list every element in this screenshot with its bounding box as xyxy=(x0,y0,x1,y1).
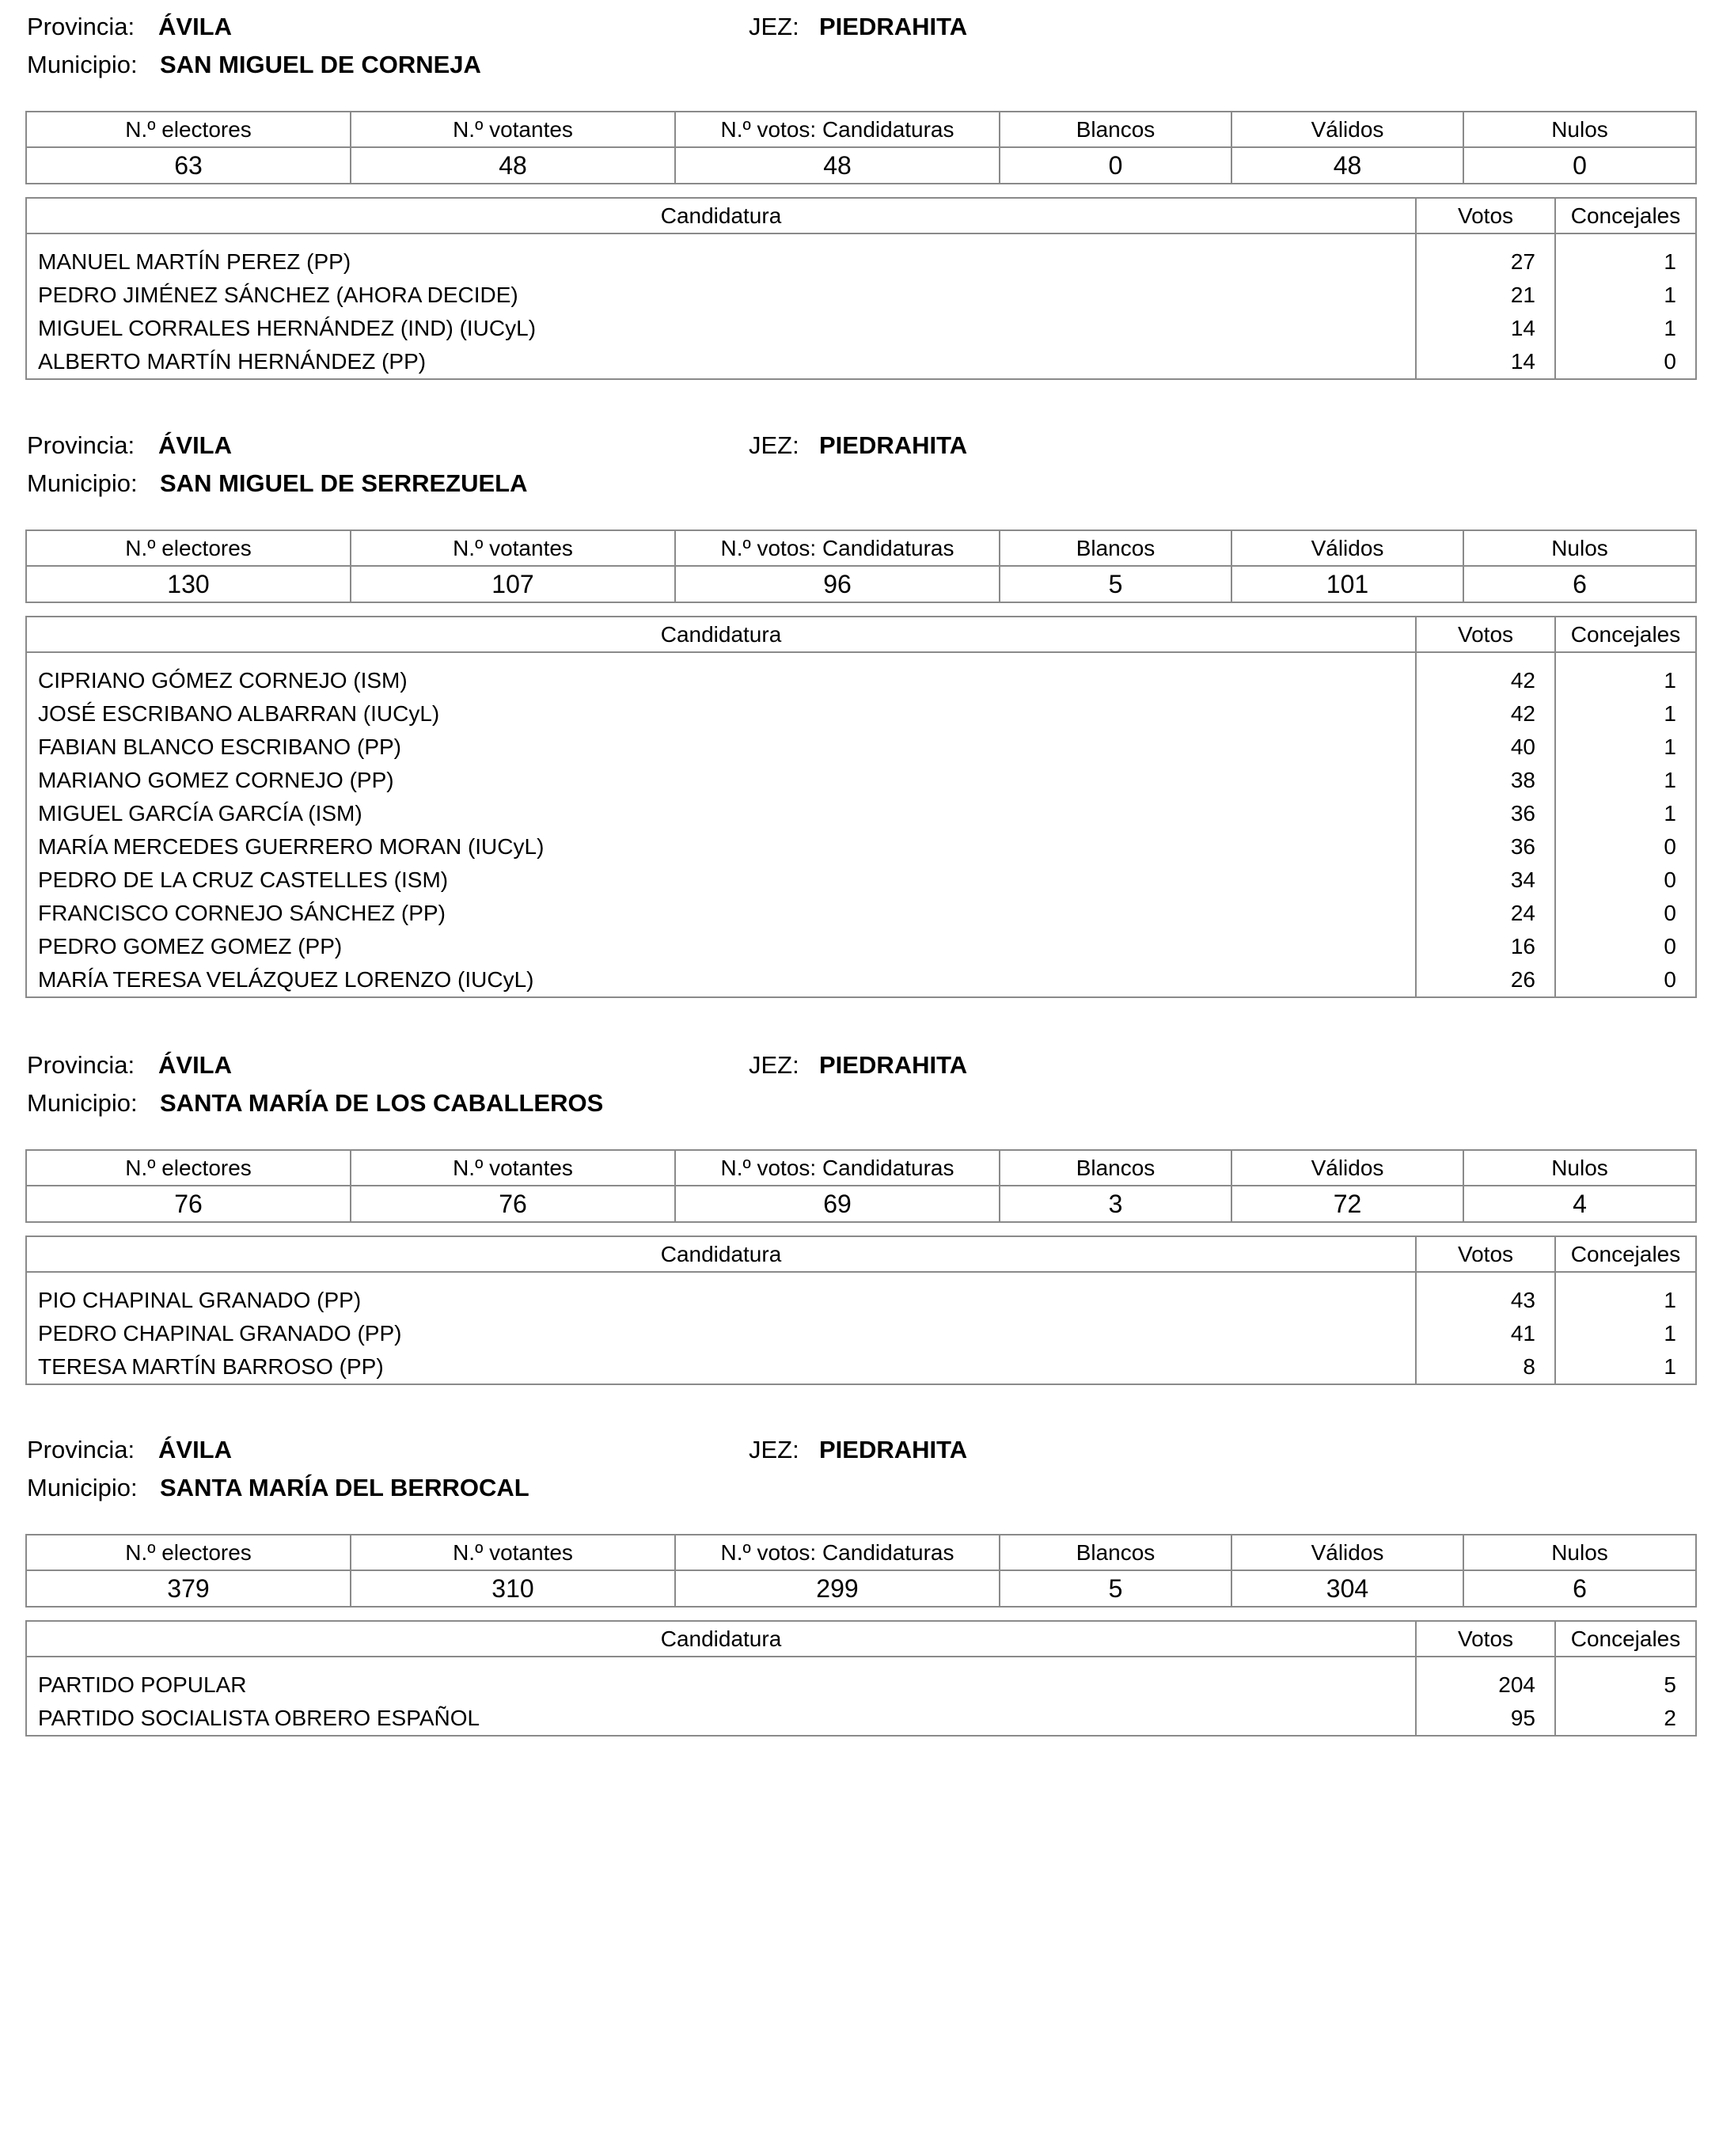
blancos-value: 5 xyxy=(1000,566,1231,602)
candidato-votos: 40 xyxy=(1416,731,1555,764)
votos-candidaturas-header: N.º votos: Candidaturas xyxy=(675,1535,1000,1570)
validos-header: Válidos xyxy=(1231,530,1463,566)
candidato-votos: 8 xyxy=(1416,1350,1555,1384)
section-header xyxy=(25,1429,1695,1507)
candidato-row xyxy=(26,930,1696,963)
municipio-section xyxy=(25,1045,1695,1385)
candidato-concejales: 0 xyxy=(1555,864,1696,897)
candidato-concejales: 1 xyxy=(1555,664,1696,697)
municipio-section xyxy=(25,425,1695,998)
candidato-nombre: MANUEL MARTÍN PEREZ (PP) xyxy=(26,245,1416,279)
blancos-header: Blancos xyxy=(1000,112,1231,147)
candidato-row xyxy=(26,279,1696,312)
provincia-value: ÁVILA xyxy=(158,431,232,459)
validos-value: 101 xyxy=(1231,566,1463,602)
provincia-label: Provincia: xyxy=(27,431,135,459)
candidatura-header: Candidatura xyxy=(26,1621,1416,1657)
votantes-header: N.º votantes xyxy=(351,1150,675,1186)
candidato-concejales: 1 xyxy=(1555,697,1696,731)
municipio-label: Municipio: xyxy=(27,1089,138,1117)
municipio-value: SANTA MARÍA DE LOS CABALLEROS xyxy=(160,1089,604,1117)
municipio-label: Municipio: xyxy=(27,1474,138,1501)
candidato-concejales: 1 xyxy=(1555,731,1696,764)
jez-label: JEZ: xyxy=(749,431,799,459)
jez-value: PIEDRAHITA xyxy=(819,13,968,40)
concejales-header: Concejales xyxy=(1555,1236,1696,1272)
candidato-concejales: 2 xyxy=(1555,1702,1696,1736)
candidato-votos: 43 xyxy=(1416,1284,1555,1317)
candidato-nombre: JOSÉ ESCRIBANO ALBARRAN (IUCyL) xyxy=(26,697,1416,731)
municipio-value: SANTA MARÍA DEL BERROCAL xyxy=(160,1474,529,1501)
electores-value: 63 xyxy=(26,147,351,184)
candidato-row xyxy=(26,1668,1696,1702)
candidato-concejales: 0 xyxy=(1555,830,1696,864)
electores-header: N.º electores xyxy=(26,530,351,566)
votos-header: Votos xyxy=(1416,617,1555,652)
provincia-label: Provincia: xyxy=(27,1436,135,1463)
candidato-votos: 41 xyxy=(1416,1317,1555,1350)
candidato-nombre: MIGUEL CORRALES HERNÁNDEZ (IND) (IUCyL) xyxy=(26,312,1416,345)
nulos-header: Nulos xyxy=(1463,112,1696,147)
candidatura-header: Candidatura xyxy=(26,198,1416,233)
jez-label: JEZ: xyxy=(749,1436,799,1463)
blancos-header: Blancos xyxy=(1000,1535,1231,1570)
votos-candidaturas-header: N.º votos: Candidaturas xyxy=(675,1150,1000,1186)
candidato-row xyxy=(26,830,1696,864)
votantes-value: 48 xyxy=(351,147,675,184)
candidato-row xyxy=(26,897,1696,930)
validos-header: Válidos xyxy=(1231,1150,1463,1186)
municipio-label: Municipio: xyxy=(27,469,138,497)
nulos-value: 6 xyxy=(1463,1570,1696,1607)
candidato-nombre: PIO CHAPINAL GRANADO (PP) xyxy=(26,1284,1416,1317)
jez-value: PIEDRAHITA xyxy=(819,431,968,459)
candidato-votos: 14 xyxy=(1416,312,1555,345)
electores-header: N.º electores xyxy=(26,1150,351,1186)
stats-value-row xyxy=(26,147,1696,184)
provincia-value: ÁVILA xyxy=(158,13,232,40)
votantes-header: N.º votantes xyxy=(351,112,675,147)
candidato-votos: 42 xyxy=(1416,697,1555,731)
concejales-header: Concejales xyxy=(1555,1621,1696,1657)
candidatura-header-row xyxy=(26,617,1696,652)
votos-candidaturas-value: 299 xyxy=(675,1570,1000,1607)
municipio-section xyxy=(25,1429,1695,1737)
stats-header-row xyxy=(26,1150,1696,1186)
stats-header-row xyxy=(26,530,1696,566)
candidato-concejales: 5 xyxy=(1555,1668,1696,1702)
votos-header: Votos xyxy=(1416,1236,1555,1272)
votos-candidaturas-value: 48 xyxy=(675,147,1000,184)
candidato-nombre: FABIAN BLANCO ESCRIBANO (PP) xyxy=(26,731,1416,764)
candidato-votos: 95 xyxy=(1416,1702,1555,1736)
candidato-votos: 42 xyxy=(1416,664,1555,697)
votantes-value: 107 xyxy=(351,566,675,602)
candidato-nombre: PARTIDO SOCIALISTA OBRERO ESPAÑOL xyxy=(26,1702,1416,1736)
candidato-nombre: MARIANO GOMEZ CORNEJO (PP) xyxy=(26,764,1416,797)
stats-value-row xyxy=(26,1186,1696,1222)
candidato-nombre: PEDRO JIMÉNEZ SÁNCHEZ (AHORA DECIDE) xyxy=(26,279,1416,312)
candidato-votos: 26 xyxy=(1416,963,1555,997)
stats-table xyxy=(25,111,1697,184)
stats-value-row xyxy=(26,1570,1696,1607)
jez-label: JEZ: xyxy=(749,1051,799,1079)
electores-header: N.º electores xyxy=(26,1535,351,1570)
candidatura-table xyxy=(25,616,1697,998)
candidato-votos: 24 xyxy=(1416,897,1555,930)
candidato-row xyxy=(26,312,1696,345)
candidatura-header-row xyxy=(26,198,1696,233)
provincia-value: ÁVILA xyxy=(158,1051,232,1079)
municipio-value: SAN MIGUEL DE CORNEJA xyxy=(160,51,481,78)
nulos-value: 4 xyxy=(1463,1186,1696,1222)
candidato-nombre: PARTIDO POPULAR xyxy=(26,1668,1416,1702)
votantes-value: 76 xyxy=(351,1186,675,1222)
provincia-label: Provincia: xyxy=(27,13,135,40)
votos-candidaturas-value: 96 xyxy=(675,566,1000,602)
blancos-header: Blancos xyxy=(1000,530,1231,566)
candidato-row xyxy=(26,664,1696,697)
section-header xyxy=(25,425,1695,503)
candidato-row xyxy=(26,1317,1696,1350)
candidatura-table xyxy=(25,197,1697,380)
votantes-value: 310 xyxy=(351,1570,675,1607)
candidatura-header-row xyxy=(26,1621,1696,1657)
candidato-row xyxy=(26,963,1696,997)
candidato-votos: 36 xyxy=(1416,797,1555,830)
candidato-row xyxy=(26,1350,1696,1384)
municipio-label: Municipio: xyxy=(27,51,138,78)
nulos-value: 6 xyxy=(1463,566,1696,602)
nulos-value: 0 xyxy=(1463,147,1696,184)
candidato-concejales: 1 xyxy=(1555,1284,1696,1317)
candidato-votos: 16 xyxy=(1416,930,1555,963)
candidato-votos: 21 xyxy=(1416,279,1555,312)
candidato-concejales: 0 xyxy=(1555,897,1696,930)
candidato-row xyxy=(26,1702,1696,1736)
candidato-row xyxy=(26,797,1696,830)
blancos-header: Blancos xyxy=(1000,1150,1231,1186)
stats-table xyxy=(25,1534,1697,1608)
validos-header: Válidos xyxy=(1231,1535,1463,1570)
candidato-nombre: PEDRO GOMEZ GOMEZ (PP) xyxy=(26,930,1416,963)
candidato-nombre: TERESA MARTÍN BARROSO (PP) xyxy=(26,1350,1416,1384)
candidato-concejales: 0 xyxy=(1555,930,1696,963)
candidatura-header-row xyxy=(26,1236,1696,1272)
stats-header-row xyxy=(26,112,1696,147)
jez-label: JEZ: xyxy=(749,13,799,40)
candidato-nombre: PEDRO DE LA CRUZ CASTELLES (ISM) xyxy=(26,864,1416,897)
candidato-nombre: MARÍA MERCEDES GUERRERO MORAN (IUCyL) xyxy=(26,830,1416,864)
nulos-header: Nulos xyxy=(1463,1150,1696,1186)
candidato-concejales: 0 xyxy=(1555,963,1696,997)
candidato-row xyxy=(26,1284,1696,1317)
candidato-nombre: CIPRIANO GÓMEZ CORNEJO (ISM) xyxy=(26,664,1416,697)
validos-value: 72 xyxy=(1231,1186,1463,1222)
candidato-concejales: 1 xyxy=(1555,1317,1696,1350)
validos-value: 304 xyxy=(1231,1570,1463,1607)
candidatura-table xyxy=(25,1620,1697,1737)
candidato-concejales: 1 xyxy=(1555,1350,1696,1384)
blancos-value: 3 xyxy=(1000,1186,1231,1222)
votos-candidaturas-header: N.º votos: Candidaturas xyxy=(675,112,1000,147)
candidato-concejales: 1 xyxy=(1555,279,1696,312)
candidato-row xyxy=(26,764,1696,797)
candidato-votos: 38 xyxy=(1416,764,1555,797)
stats-value-row xyxy=(26,566,1696,602)
provincia-label: Provincia: xyxy=(27,1051,135,1079)
stats-table xyxy=(25,530,1697,603)
votos-header: Votos xyxy=(1416,1621,1555,1657)
votantes-header: N.º votantes xyxy=(351,530,675,566)
provincia-value: ÁVILA xyxy=(158,1436,232,1463)
candidato-concejales: 1 xyxy=(1555,764,1696,797)
municipio-value: SAN MIGUEL DE SERREZUELA xyxy=(160,469,528,497)
stats-table xyxy=(25,1149,1697,1223)
candidato-concejales: 0 xyxy=(1555,345,1696,379)
candidato-concejales: 1 xyxy=(1555,312,1696,345)
section-header xyxy=(25,1045,1695,1122)
candidato-nombre: PEDRO CHAPINAL GRANADO (PP) xyxy=(26,1317,1416,1350)
candidato-votos: 204 xyxy=(1416,1668,1555,1702)
concejales-header: Concejales xyxy=(1555,198,1696,233)
electores-value: 379 xyxy=(26,1570,351,1607)
candidato-concejales: 1 xyxy=(1555,797,1696,830)
candidato-concejales: 1 xyxy=(1555,245,1696,279)
validos-header: Válidos xyxy=(1231,112,1463,147)
blancos-value: 5 xyxy=(1000,1570,1231,1607)
electores-value: 76 xyxy=(26,1186,351,1222)
candidato-row xyxy=(26,864,1696,897)
candidato-votos: 27 xyxy=(1416,245,1555,279)
jez-value: PIEDRAHITA xyxy=(819,1051,968,1079)
electores-value: 130 xyxy=(26,566,351,602)
section-header xyxy=(25,6,1695,84)
votos-candidaturas-header: N.º votos: Candidaturas xyxy=(675,530,1000,566)
candidato-nombre: ALBERTO MARTÍN HERNÁNDEZ (PP) xyxy=(26,345,1416,379)
candidato-votos: 36 xyxy=(1416,830,1555,864)
candidatura-header: Candidatura xyxy=(26,1236,1416,1272)
candidato-votos: 34 xyxy=(1416,864,1555,897)
votantes-header: N.º votantes xyxy=(351,1535,675,1570)
concejales-header: Concejales xyxy=(1555,617,1696,652)
candidato-nombre: MARÍA TERESA VELÁZQUEZ LORENZO (IUCyL) xyxy=(26,963,1416,997)
votos-candidaturas-value: 69 xyxy=(675,1186,1000,1222)
validos-value: 48 xyxy=(1231,147,1463,184)
stats-header-row xyxy=(26,1535,1696,1570)
votos-header: Votos xyxy=(1416,198,1555,233)
candidato-row xyxy=(26,345,1696,379)
electores-header: N.º electores xyxy=(26,112,351,147)
nulos-header: Nulos xyxy=(1463,530,1696,566)
candidatura-header: Candidatura xyxy=(26,617,1416,652)
candidato-row xyxy=(26,245,1696,279)
nulos-header: Nulos xyxy=(1463,1535,1696,1570)
candidato-row xyxy=(26,697,1696,731)
candidato-row xyxy=(26,731,1696,764)
candidato-votos: 14 xyxy=(1416,345,1555,379)
candidato-nombre: MIGUEL GARCÍA GARCÍA (ISM) xyxy=(26,797,1416,830)
candidato-nombre: FRANCISCO CORNEJO SÁNCHEZ (PP) xyxy=(26,897,1416,930)
municipio-section xyxy=(25,6,1695,380)
jez-value: PIEDRAHITA xyxy=(819,1436,968,1463)
blancos-value: 0 xyxy=(1000,147,1231,184)
candidatura-table xyxy=(25,1236,1697,1385)
